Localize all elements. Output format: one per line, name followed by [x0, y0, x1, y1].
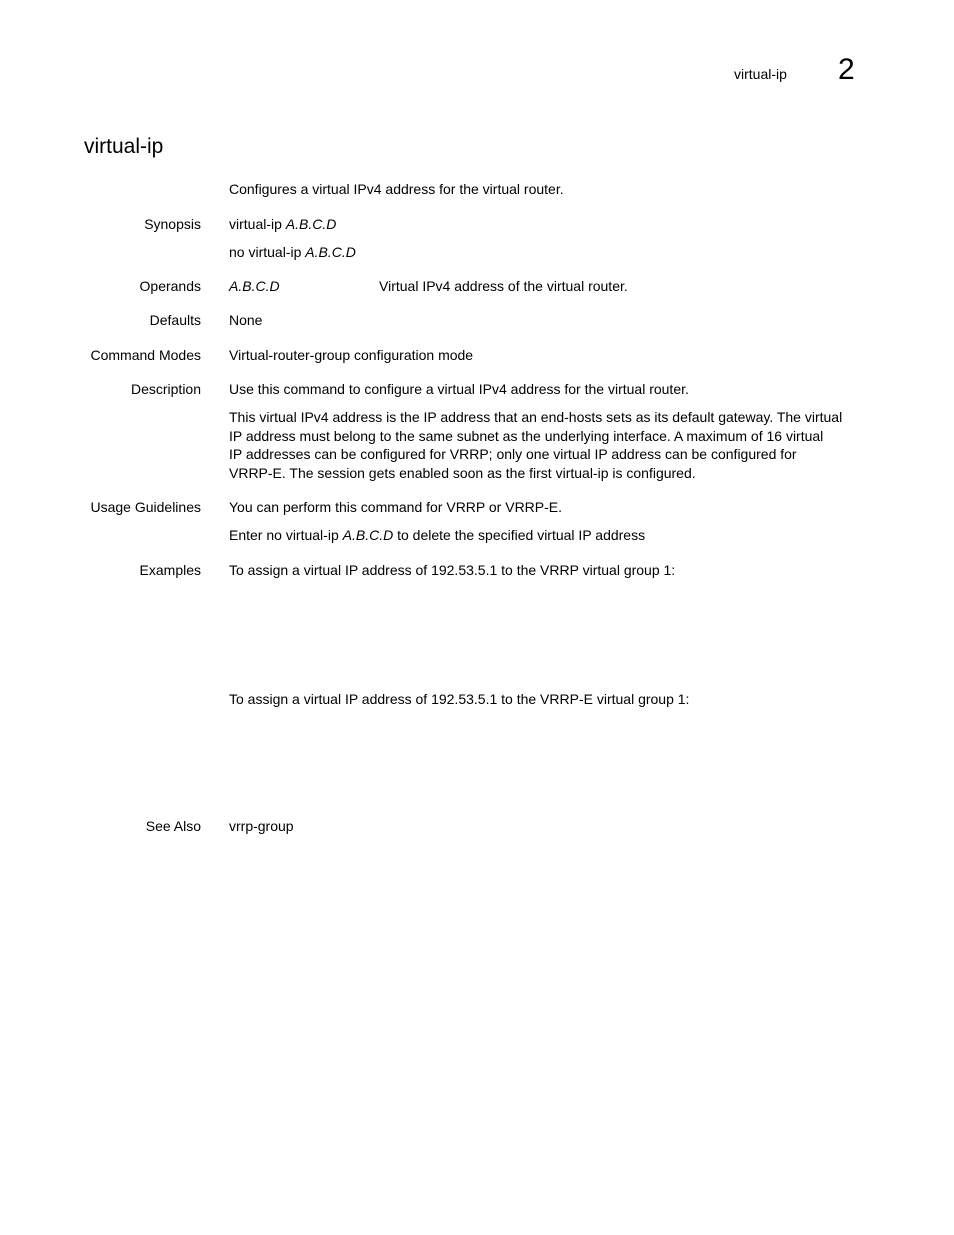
description-para-2-line-2: IP address must belong to the same subnet as the underlying interface. A maximum of 16 virtual: [229, 427, 824, 444]
synopsis-line-1: [229, 215, 869, 234]
command-modes-label: Command Modes: [90, 347, 201, 363]
command-modes-value: Virtual-router-group configuration mode: [229, 347, 474, 363]
page-title: virtual-ip: [84, 135, 164, 158]
example-1-text: To assign a virtual IP address of 192.53.5.1 to the VRRP virtual group 1:: [229, 562, 676, 578]
intro-text: Configures a virtual IPv4 address for the virtual router.: [229, 181, 564, 197]
operand-name: A.B.C.D: [229, 278, 280, 294]
usage-para-2-prefix: Enter: [229, 527, 267, 543]
see-also-link[interactable]: vrrp-group: [229, 818, 294, 834]
usage-argument: A.B.C.D: [342, 527, 394, 543]
see-also-label: See Also: [145, 818, 201, 834]
usage-para-2: [229, 526, 869, 545]
chapter-number: 2: [838, 53, 855, 86]
operands-label: Operands: [139, 278, 201, 294]
usage-label: Usage Guidelines: [90, 499, 201, 515]
synopsis-label: Synopsis: [144, 216, 201, 232]
operand-description: Virtual IPv4 address of the virtual router.: [379, 278, 628, 294]
examples-label: Examples: [139, 562, 201, 578]
synopsis-command: virtual-ip: [229, 216, 282, 232]
description-para-2-line-3: IP addresses can be configured for VRRP; only one virtual IP address can be configured for: [229, 446, 797, 462]
synopsis-no-command: no virtual-ip: [229, 244, 302, 260]
example-2-text: To assign a virtual IP address of 192.53.5.1 to the VRRP-E virtual group 1:: [229, 691, 690, 707]
defaults-value: None: [229, 312, 263, 328]
description-para-2: [229, 408, 869, 482]
description-para-2-line-1: This virtual IPv4 address is the IP address that an end-hosts sets as its default gateway. The virtual: [229, 409, 843, 425]
description-para-2-line-4: VRRP-E. The session gets enabled soon as the first virtual-ip is configured.: [229, 464, 696, 481]
usage-command: no virtual-ip: [266, 527, 339, 543]
defaults-label: Defaults: [149, 312, 201, 328]
description-label: Description: [130, 381, 201, 397]
usage-para-2-suffix: to delete the specified virtual IP address: [393, 527, 646, 543]
description-para-1: Use this command to configure a virtual IPv4 address for the virtual router.: [229, 381, 689, 397]
synopsis-no-argument: A.B.C.D: [305, 244, 356, 260]
synopsis-line-2: [229, 243, 869, 262]
synopsis-argument: A.B.C.D: [285, 216, 337, 232]
running-header-section: virtual-ip: [734, 66, 787, 82]
usage-para-1: You can perform this command for VRRP or VRRP-E.: [229, 499, 563, 515]
